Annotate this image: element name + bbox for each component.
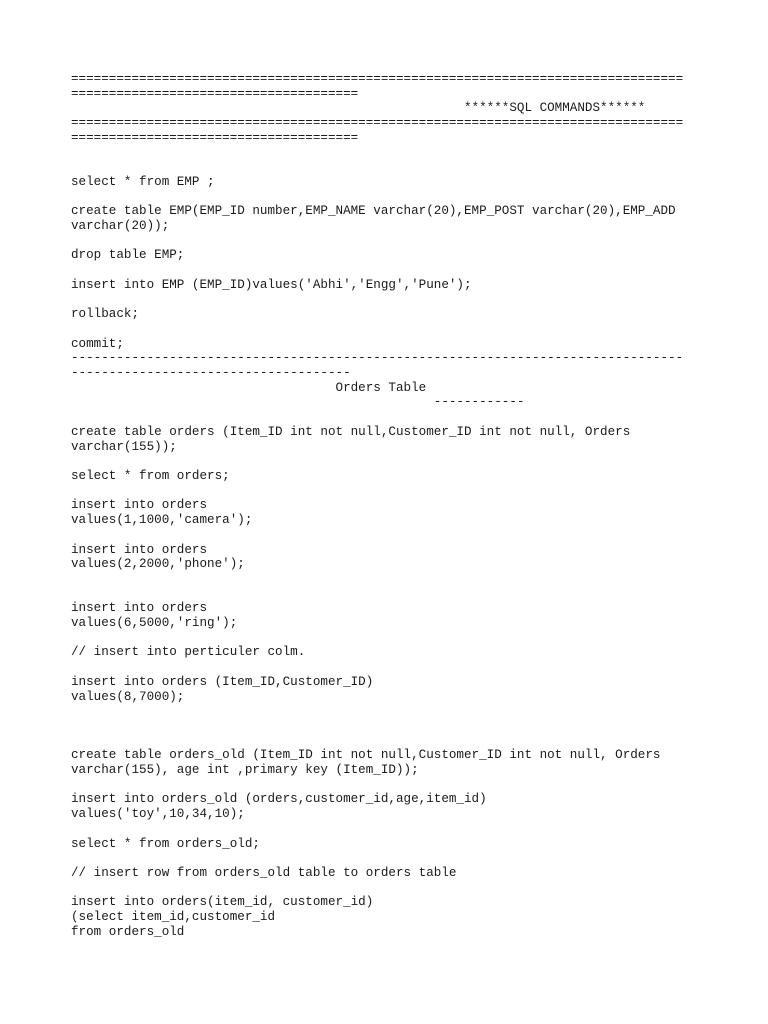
document-line: values('toy',10,34,10); bbox=[71, 807, 245, 822]
document-line: create table EMP(EMP_ID number,EMP_NAME varchar(20),EMP_POST varchar(20),EMP_ADD bbox=[71, 204, 676, 219]
document-line: rollback; bbox=[71, 307, 140, 322]
document-line: create table orders_old (Item_ID int not null,Customer_ID int not null, Orders bbox=[71, 748, 661, 763]
document-line: insert into orders bbox=[71, 601, 208, 616]
document-line: insert into orders (Item_ID,Customer_ID) bbox=[71, 674, 374, 689]
document-line: ====================================== bbox=[71, 130, 359, 145]
document-line: varchar(155)); bbox=[71, 439, 177, 454]
document-line: insert into orders(item_id, customer_id) bbox=[71, 895, 374, 910]
document-line: drop table EMP; bbox=[71, 248, 185, 263]
document-line: ================================================================================= bbox=[71, 72, 684, 86]
document-line: values(2,2000,'phone'); bbox=[71, 557, 245, 572]
document-line: ====================================== bbox=[71, 86, 359, 101]
document-line: ------------------------------------- bbox=[71, 366, 351, 381]
document-line: values(1,1000,'camera'); bbox=[71, 513, 253, 528]
document-line: insert into EMP (EMP_ID)values('Abhi','Engg','Pune'); bbox=[71, 277, 472, 292]
document-line: insert into orders bbox=[71, 542, 208, 557]
document-line: insert into orders bbox=[71, 498, 208, 513]
document-line: create table orders (Item_ID int not null,Customer_ID int not null, Orders bbox=[71, 424, 631, 439]
document-line: ================================================================================= bbox=[71, 116, 684, 131]
document-line: select * from orders; bbox=[71, 468, 230, 483]
document-line: select * from orders_old; bbox=[71, 836, 260, 851]
document-line: from orders_old bbox=[71, 924, 185, 939]
document-text bbox=[71, 72, 683, 939]
document-line: varchar(20)); bbox=[71, 219, 170, 234]
document-line: Orders Table bbox=[71, 380, 427, 395]
document-line: select * from EMP ; bbox=[71, 174, 215, 189]
document-line: values(6,5000,'ring'); bbox=[71, 616, 238, 631]
document-line: insert into orders_old (orders,customer_id,age,item_id) bbox=[71, 792, 487, 807]
document-line: values(8,7000); bbox=[71, 689, 185, 704]
document-line: ******SQL COMMANDS****** bbox=[71, 101, 646, 116]
document-line: ------------ bbox=[71, 395, 525, 410]
document-line: // insert into perticuler colm. bbox=[71, 645, 306, 660]
document-line: (select item_id,customer_id bbox=[71, 910, 276, 925]
document-line: // insert row from orders_old table to orders table bbox=[71, 865, 457, 880]
document-line: --------------------------------------------------------------------------------- bbox=[71, 351, 684, 366]
document-line: varchar(155), age int ,primary key (Item_ID)); bbox=[71, 763, 419, 778]
document-line: commit; bbox=[71, 336, 124, 351]
